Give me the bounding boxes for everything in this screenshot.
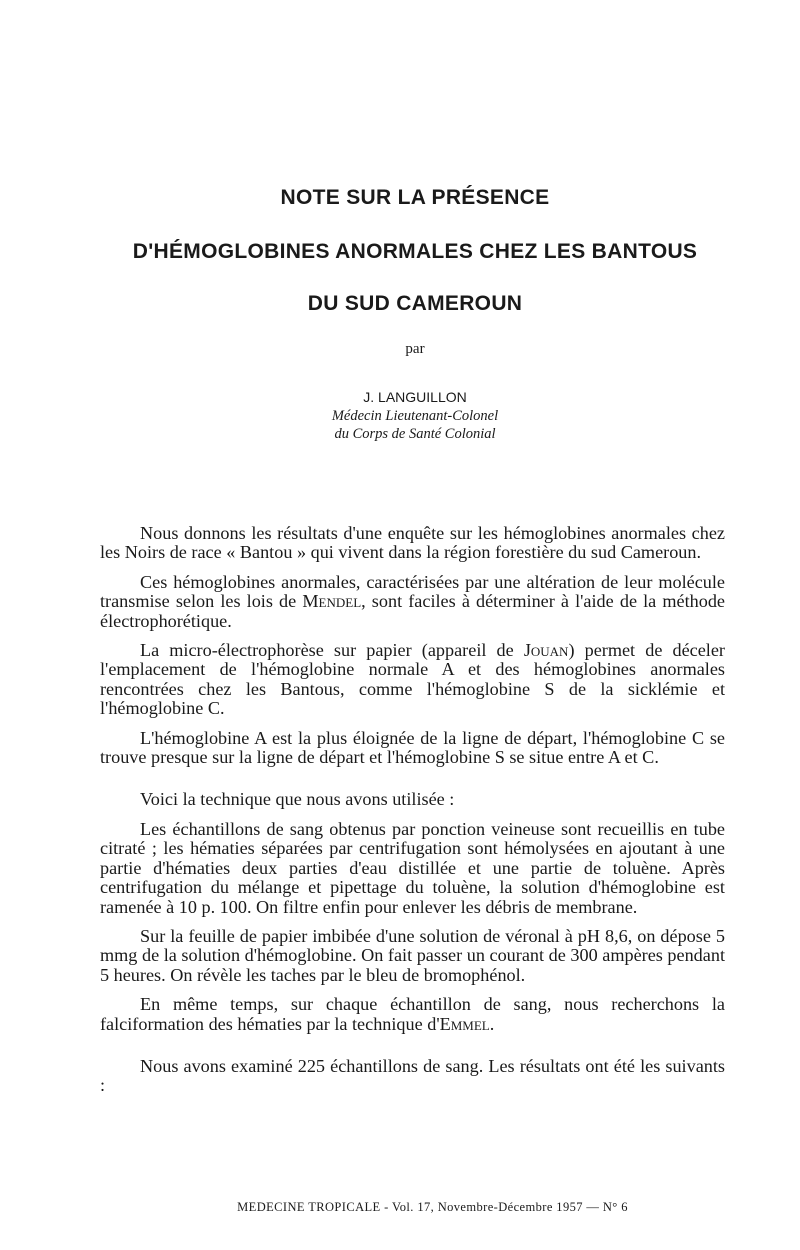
title-line-1: NOTE SUR LA PRÉSENCE (280, 186, 550, 209)
paragraph-3-text-a: La micro-électrophorèse sur papier (appareil de (140, 640, 524, 661)
paragraph-7: Sur la feuille de papier imbibée d'une solution de véronal à pH 8,6, on dépose 5 mmg de la solution d'hémoglobine. On fait passer un courant de 300 ampères pendant 5 heures. On révèle les taches par le bleu de bromophénol. (100, 925, 725, 985)
title-line-3: DU SUD CAMEROUN (307, 292, 523, 315)
paragraph-8-text-b: . (489, 1013, 495, 1034)
author-name-emmel: Emmel (439, 1013, 490, 1034)
byline: par (405, 341, 425, 357)
paragraph-2-text-a: Ces hémoglobines anormales, caractérisées par une altération de leur molécule transmise selon les lois de (100, 571, 725, 612)
paragraph-2-text-b: , sont faciles à déterminer à l'aide de la méthode électrophorétique. (100, 591, 726, 631)
author-affiliation-line-1: Médecin Lieutenant-Colonel (331, 408, 499, 424)
paragraph-3 (100, 641, 725, 719)
paragraph-8-text-a: En même temps, sur chaque échantillon de sang, nous recherchons la falciformation des hématies par la technique d' (100, 994, 725, 1034)
paragraph-1: Nous donnons les résultats d'une enquête sur les hémoglobines anormales chez les Noirs de race « Bantou » qui vivent dans la région forestière du sud Cameroun. (100, 523, 725, 563)
author-name-mendel: Mendel (302, 591, 362, 612)
paragraph-9: Nous avons examiné 225 échantillons de sang. Les résultats ont été les suivants : (100, 1055, 725, 1096)
paragraph-4: L'hémoglobine A est la plus éloignée de la ligne de départ, l'hémoglobine C se trouve presque sur la ligne de départ et l'hémoglobine S se situe entre A et C. (100, 727, 725, 768)
article-body (100, 524, 725, 1096)
paragraph-6: Les échantillons de sang obtenus par ponction veineuse sont recueillis en tube citraté ; les hématies séparées par centrifugation sont hémolysées en ajoutant à une partie d'hématies deux parties d'eau distillée et une partie de toluène. Après centrifugation du mélange et pipettage du toluène, la solution d'hémoglobine est ramenée à 10 p. 100. On filtre enfin pour enlever les débris de membrane. (100, 818, 725, 917)
author-name-jouan: Jouan (523, 640, 569, 661)
author-name: J. LANGUILLON (363, 389, 467, 405)
paragraph-5: Voici la technique que nous avons utilisée : (140, 789, 455, 810)
paragraph-8 (100, 995, 725, 1034)
paragraph-2 (100, 573, 725, 631)
title-line-2: D'HÉMOGLOBINES ANORMALES CHEZ LES BANTOUS (132, 240, 698, 263)
journal-footer: MEDECINE TROPICALE - Vol. 17, Novembre-Décembre 1957 — N° 6 (237, 1200, 628, 1214)
author-affiliation-line-2: du Corps de Santé Colonial (334, 426, 496, 442)
paragraph-3-text-b: ) permet de déceler l'emplacement de l'hémoglobine normale A et des hémoglobines anormales rencontrées chez les Bantous, comme l'hémoglobine S de la sicklémie et l'hémoglobine C. (100, 640, 725, 719)
